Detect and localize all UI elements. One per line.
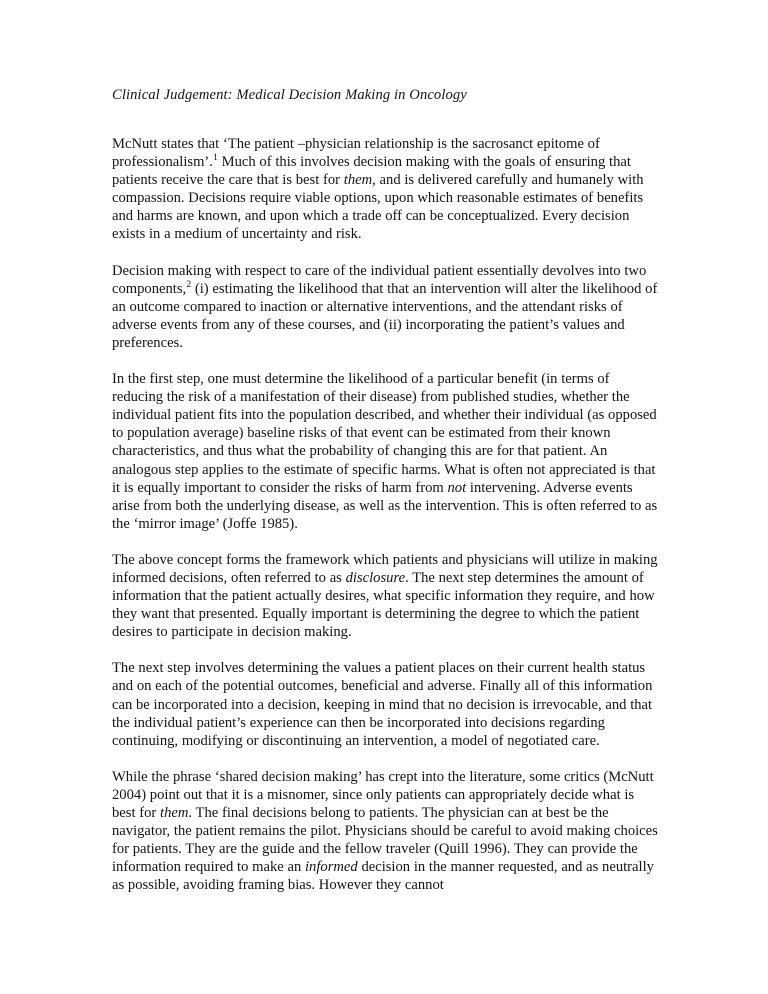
text-run: The next step involves determining the values a patient places on their current health status and on each of the potential outcomes, beneficial and adverse. Finally all of this information can be incorporated into a decision, keeping in mind that no decision is irrevocable, and that the individual patient’s experience can then be incorporated into decisions regarding continuing, modifying or discontinuing an intervention, a model of negotiated care. [112, 660, 653, 749]
document-body [112, 86, 660, 894]
page-title: Clinical Judgement: Medical Decision Making in Oncology [112, 87, 467, 103]
text-run: Much of this involves decision making with the goals of ensuring that patients receive the care that is best for [112, 154, 631, 189]
paragraph [112, 768, 660, 895]
text-run: The above concept forms the framework which patients and physicians will utilize in making informed decisions, often referred to as [112, 551, 658, 586]
emphasis-text: them [160, 805, 189, 821]
emphasis-text: disclosure [345, 569, 406, 586]
text-run: (i) estimating the likelihood that that an intervention will alter the likelihood of an outcome compared to inaction or alternative interventions, and the attendant risks of adverse events from any of these courses, and (ii) incorporating the patient’s values and preferences. [112, 280, 658, 351]
paragraph [112, 659, 660, 749]
text-run: and is delivered carefully and humanely with compassion. Decisions require viable options, upon which reasonable estimates of benefits and harms are known, and upon which a trade off can be conceptualized. Every decision exists in a medium of uncertainty and risk. [112, 172, 644, 243]
text-run: In the first step, one must determine the likelihood of a particular benefit (in terms of reducing the risk of a manifestation of their disease) from published studies, whether the individual patient fits into the population described, and whether their individual (as opposed to population average) baseline risks of that event can be estimated from their known characteristics, and thus what the probability of changing this are for that patient. An analogous step applies to the estimate of specific harms. What is often not appreciated is that it is equally important to consider the risks of harm from [112, 371, 657, 496]
paragraph [112, 262, 660, 352]
paragraph [112, 135, 660, 244]
emphasis-text: not [447, 479, 467, 496]
text-run: Decision making with respect to care of the individual patient essentially devolves into two components, [112, 262, 647, 297]
paragraph-list [112, 135, 660, 894]
emphasis-text: informed [305, 859, 358, 876]
paragraph [112, 551, 660, 641]
text-run: While the phrase ‘shared decision making’ has crept into the literature, some critics (McNutt 2004) point out that it is a misnomer, since only patients can appropriately decide what is best for [112, 768, 654, 821]
title-spacer [112, 104, 660, 135]
text-run: intervening. Adverse events arise from both the underlying disease, as well as the intervention. This is often referred to as the ‘mirror image’ (Joffe 1985). [112, 479, 658, 532]
text-run: decision in the manner requested, and as neutrally as possible, avoiding framing bias. However they cannot [112, 859, 654, 894]
text-run: . The final decisions belong to patients. The physician can at best be the navigator, the patient remains the pilot. Physicians should be careful to avoid making choices for patients. They are the guide and the fellow traveler (Quill 1996). They can provide the information required to make an [112, 805, 658, 876]
emphasis-text: them, [343, 172, 376, 189]
footnote-reference: 1 [212, 152, 218, 164]
text-run: McNutt states that ‘The patient –physician relationship is the sacrosanct epitome of professionalism’. [112, 136, 600, 171]
footnote-reference: 2 [186, 278, 192, 290]
paragraph [112, 370, 660, 533]
text-run: . The next step determines the amount of information that the patient actually desires, what specific information they require, and how they want that presented. Equally important is determining the degree to which the patient desires to participate in decision making. [112, 569, 655, 641]
